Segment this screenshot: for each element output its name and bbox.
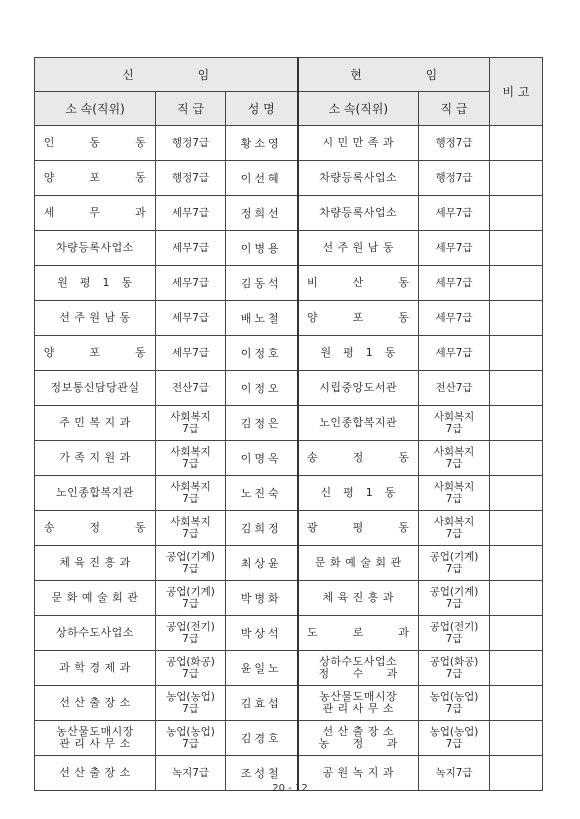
new-dept-cell (35, 616, 156, 651)
current-dept-cell-line: 시립중앙도서관 (319, 381, 398, 394)
new-grade-cell (156, 406, 226, 441)
current-dept-header: 소 속(직위) (298, 92, 419, 126)
new-grade-cell (156, 476, 226, 511)
current-grade-cell-line: 공업(화공) (429, 656, 479, 668)
new-dept-cell (35, 126, 156, 161)
new-dept-cell-line: 양 포 동 (43, 346, 147, 359)
current-grade-cell (419, 581, 490, 616)
remarks-cell (490, 266, 543, 301)
new-grade-cell-line: 7급 (182, 703, 199, 715)
current-dept-cell (298, 161, 419, 196)
current-dept-cell (298, 686, 419, 721)
personnel-table (34, 57, 543, 791)
new-grade-cell-line: 사회복지 (170, 481, 211, 493)
new-dept-cell-line: 관 리 사 무 소 (59, 737, 131, 750)
name-cell: 정희선 (226, 196, 298, 231)
current-grade-cell (419, 616, 490, 651)
current-grade-cell-line: 사회복지 (433, 411, 475, 423)
new-grade-cell-line: 녹지7급 (171, 767, 210, 779)
new-grade-cell (156, 441, 226, 476)
new-grade-cell-line: 공업(전기) (166, 621, 215, 633)
new-grade-cell-line: 사회복지 (170, 411, 211, 423)
current-dept-cell-line: 정 수 과 (318, 667, 398, 680)
current-dept-cell (298, 616, 419, 651)
name-cell: 이선혜 (226, 161, 298, 196)
name-cell: 이정호 (226, 336, 298, 371)
table-row (35, 336, 543, 371)
remarks-cell (490, 511, 543, 546)
current-grade-cell-line: 7급 (445, 668, 463, 680)
new-grade-cell (156, 266, 226, 301)
current-dept-cell (298, 441, 419, 476)
remarks-cell (490, 126, 543, 161)
new-dept-cell (35, 581, 156, 616)
current-grade-cell (419, 336, 490, 371)
table-row (35, 476, 543, 511)
name-cell: 이병용 (226, 231, 298, 266)
new-dept-cell-line: 노인종합복지관 (56, 486, 134, 499)
new-grade-header: 직 급 (156, 92, 226, 126)
new-grade-cell-line: 7급 (182, 598, 199, 610)
current-dept-cell-line: 차량등록사업소 (319, 171, 398, 184)
new-dept-cell-line: 원 평 1 동 (57, 276, 133, 289)
current-grade-cell-line: 농업(농업) (429, 691, 479, 703)
new-grade-cell-line: 세무7급 (171, 347, 210, 359)
name-cell: 노진숙 (226, 476, 298, 511)
new-grade-cell (156, 616, 226, 651)
name-cell: 박병화 (226, 581, 298, 616)
current-grade-cell (419, 476, 490, 511)
current-dept-cell-line: 송 정 동 (307, 451, 410, 464)
remarks-cell (490, 581, 543, 616)
new-grade-cell-line: 7급 (182, 493, 199, 505)
current-dept-cell-line: 상하수도사업소 (319, 655, 398, 668)
new-dept-cell (35, 441, 156, 476)
new-grade-cell-line: 7급 (182, 738, 199, 750)
new-grade-cell-line: 세무7급 (171, 277, 210, 289)
name-cell: 김경호 (226, 721, 298, 756)
new-dept-cell-line: 정보통신담당관실 (50, 381, 140, 394)
new-grade-cell-line: 공업(기계) (166, 586, 215, 598)
current-dept-cell (298, 301, 419, 336)
current-dept-cell (298, 371, 419, 406)
new-dept-cell-line: 농산물도매시장 (56, 725, 134, 738)
new-dept-cell-line: 가 족 지 원 과 (59, 451, 131, 464)
new-dept-cell (35, 686, 156, 721)
new-grade-cell (156, 301, 226, 336)
new-grade-cell-line: 세무7급 (171, 242, 210, 254)
current-grade-cell-line: 세무7급 (435, 207, 473, 219)
new-grade-cell (156, 371, 226, 406)
current-grade-cell (419, 196, 490, 231)
new-grade-cell-line: 7급 (182, 668, 199, 680)
current-dept-cell (298, 196, 419, 231)
new-grade-cell-line: 세무7급 (171, 207, 210, 219)
name-cell: 김효섭 (226, 686, 298, 721)
current-dept-cell-line: 농 정 과 (318, 737, 398, 750)
new-grade-cell-line: 농업(농업) (166, 726, 215, 738)
new-grade-cell-line: 7급 (182, 528, 199, 540)
current-grade-cell-line: 7급 (445, 633, 463, 645)
current-grade-header: 직 급 (419, 92, 490, 126)
new-dept-cell (35, 301, 156, 336)
new-grade-cell (156, 546, 226, 581)
current-grade-cell-line: 녹지7급 (435, 767, 473, 779)
page-number: 20 - 12 (272, 783, 308, 794)
current-dept-cell (298, 406, 419, 441)
new-dept-cell-line: 양 포 동 (43, 171, 147, 184)
current-dept-cell-line: 선 주 원 남 동 (322, 241, 395, 254)
current-dept-cell (298, 231, 419, 266)
table-row (35, 196, 543, 231)
new-grade-cell-line: 공업(화공) (166, 656, 215, 668)
current-grade-cell-line: 세무7급 (435, 347, 473, 359)
new-grade-cell-line: 7급 (182, 458, 199, 470)
name-cell: 배노철 (226, 301, 298, 336)
table-row (35, 581, 543, 616)
current-grade-cell-line: 7급 (445, 458, 463, 470)
new-dept-cell (35, 511, 156, 546)
new-dept-cell (35, 721, 156, 756)
new-grade-cell (156, 686, 226, 721)
current-assignment-header: 현 임 (298, 58, 490, 92)
table-row (35, 371, 543, 406)
current-grade-cell-line: 공업(기계) (429, 586, 479, 598)
personnel-rows (35, 126, 543, 791)
remarks-cell (490, 441, 543, 476)
new-grade-cell-line: 7급 (182, 633, 199, 645)
new-dept-cell-line: 선 주 원 남 동 (59, 311, 131, 324)
current-dept-cell-line: 노인종합복지관 (319, 416, 398, 429)
new-grade-cell-line: 세무7급 (171, 312, 210, 324)
new-dept-cell (35, 231, 156, 266)
new-dept-cell-line: 선 산 출 장 소 (59, 696, 131, 709)
new-grade-cell (156, 581, 226, 616)
new-dept-cell-line: 상하수도사업소 (56, 626, 134, 639)
table-row (35, 406, 543, 441)
remarks-cell (490, 686, 543, 721)
current-grade-cell (419, 406, 490, 441)
new-grade-cell-line: 전산7급 (171, 382, 210, 394)
new-grade-cell (156, 161, 226, 196)
new-dept-cell (35, 196, 156, 231)
remarks-cell (490, 301, 543, 336)
current-grade-cell-line: 7급 (445, 703, 463, 715)
new-assignment-header: 신 임 (35, 58, 298, 92)
remarks-cell (490, 616, 543, 651)
current-grade-cell-line: 7급 (445, 423, 463, 435)
name-cell: 황소영 (226, 126, 298, 161)
name-cell: 김희정 (226, 511, 298, 546)
current-dept-cell-line: 양 포 동 (307, 311, 410, 324)
table-row (35, 231, 543, 266)
table-row (35, 686, 543, 721)
current-dept-cell-line: 광 평 동 (307, 521, 410, 534)
current-grade-cell-line: 사회복지 (433, 516, 475, 528)
current-dept-cell-line: 원 평 1 동 (320, 346, 396, 359)
new-grade-cell (156, 126, 226, 161)
new-grade-cell-line: 사회복지 (170, 446, 211, 458)
remarks-cell (490, 406, 543, 441)
new-grade-cell-line: 공업(기계) (166, 551, 215, 563)
name-cell: 윤일노 (226, 651, 298, 686)
current-grade-cell-line: 7급 (445, 493, 463, 505)
current-grade-cell (419, 686, 490, 721)
table-row (35, 546, 543, 581)
table-row (35, 511, 543, 546)
new-dept-cell (35, 406, 156, 441)
current-dept-cell-line: 관 리 사 무 소 (322, 702, 395, 715)
current-dept-cell (298, 581, 419, 616)
current-dept-cell (298, 546, 419, 581)
current-grade-cell-line: 행정7급 (435, 172, 473, 184)
current-dept-cell-line: 공 원 녹 지 과 (322, 766, 395, 779)
current-grade-cell-line: 7급 (445, 738, 463, 750)
current-grade-cell-line: 세무7급 (435, 312, 473, 324)
new-grade-cell (156, 336, 226, 371)
new-grade-cell (156, 721, 226, 756)
new-grade-cell-line: 행정7급 (171, 172, 210, 184)
current-dept-cell-line: 선 산 출 장 소 (322, 725, 395, 738)
current-dept-cell-line: 비 산 동 (307, 276, 410, 289)
new-grade-cell (156, 651, 226, 686)
current-dept-cell-line: 시 민 만 족 과 (322, 136, 395, 149)
current-dept-cell-line: 농산물도매시장 (319, 690, 398, 703)
new-dept-cell-line: 송 정 동 (43, 521, 147, 534)
current-grade-cell (419, 511, 490, 546)
new-dept-cell-line: 인 동 동 (43, 136, 147, 149)
current-dept-cell (298, 651, 419, 686)
new-dept-cell (35, 266, 156, 301)
current-grade-cell (419, 266, 490, 301)
name-cell: 김동석 (226, 266, 298, 301)
table-row (35, 301, 543, 336)
new-dept-cell (35, 476, 156, 511)
table-row (35, 266, 543, 301)
current-dept-cell (298, 721, 419, 756)
new-dept-cell-line: 주 민 복 지 과 (59, 416, 131, 429)
current-dept-cell (298, 336, 419, 371)
remarks-header: 비 고 (490, 58, 543, 126)
remarks-cell (490, 546, 543, 581)
current-grade-cell (419, 651, 490, 686)
remarks-cell (490, 721, 543, 756)
new-grade-cell-line: 농업(농업) (166, 691, 215, 703)
new-dept-cell (35, 546, 156, 581)
new-dept-header: 소 속(직위) (35, 92, 156, 126)
current-dept-cell-line: 차량등록사업소 (319, 206, 398, 219)
table-row (35, 126, 543, 161)
current-grade-cell (419, 371, 490, 406)
current-grade-cell (419, 126, 490, 161)
current-grade-cell-line: 세무7급 (435, 277, 473, 289)
current-grade-cell-line: 행정7급 (435, 137, 473, 149)
new-grade-cell (156, 196, 226, 231)
remarks-cell (490, 231, 543, 266)
current-grade-cell (419, 301, 490, 336)
name-header: 성 명 (226, 92, 298, 126)
new-dept-cell-line: 선 산 출 장 소 (59, 766, 131, 779)
current-grade-cell-line: 7급 (445, 528, 463, 540)
current-grade-cell (419, 161, 490, 196)
current-dept-cell-line: 도 로 과 (307, 626, 410, 639)
new-dept-cell-line: 문 화 예 술 회 관 (51, 591, 139, 604)
name-cell: 이정오 (226, 371, 298, 406)
new-dept-cell (35, 371, 156, 406)
table-row (35, 441, 543, 476)
current-grade-cell (419, 721, 490, 756)
current-grade-cell-line: 공업(전기) (429, 621, 479, 633)
name-cell: 이명옥 (226, 441, 298, 476)
name-cell: 박상석 (226, 616, 298, 651)
remarks-cell (490, 476, 543, 511)
table-row (35, 161, 543, 196)
current-dept-cell (298, 126, 419, 161)
current-dept-cell-line: 체 육 진 흥 과 (322, 591, 395, 604)
current-grade-cell-line: 사회복지 (433, 481, 475, 493)
current-grade-cell-line: 공업(기계) (429, 551, 479, 563)
new-grade-cell (156, 511, 226, 546)
remarks-cell (490, 336, 543, 371)
current-dept-cell (298, 266, 419, 301)
current-grade-cell (419, 231, 490, 266)
new-dept-cell-line: 체 육 진 흥 과 (59, 556, 131, 569)
name-cell: 조성철 (226, 756, 298, 791)
new-dept-cell-line: 차량등록사업소 (56, 241, 134, 254)
new-grade-cell-line: 7급 (182, 563, 199, 575)
remarks-cell (490, 651, 543, 686)
current-grade-cell-line: 사회복지 (433, 446, 475, 458)
current-grade-cell-line: 7급 (445, 598, 463, 610)
current-dept-cell-line: 신 평 1 동 (320, 486, 396, 499)
name-cell: 최상윤 (226, 546, 298, 581)
current-grade-cell-line: 전산7급 (435, 382, 473, 394)
current-grade-cell-line: 세무7급 (435, 242, 473, 254)
new-dept-cell (35, 651, 156, 686)
current-grade-cell (419, 441, 490, 476)
new-grade-cell-line: 행정7급 (171, 137, 210, 149)
current-dept-cell (298, 511, 419, 546)
current-grade-cell-line: 농업(농업) (429, 726, 479, 738)
table-row (35, 721, 543, 756)
new-grade-cell-line: 7급 (182, 423, 199, 435)
current-dept-cell-line: 문 화 예 술 회 관 (314, 556, 402, 569)
new-grade-cell (156, 231, 226, 266)
remarks-cell (490, 196, 543, 231)
current-dept-cell (298, 476, 419, 511)
name-cell: 김정은 (226, 406, 298, 441)
remarks-cell (490, 161, 543, 196)
new-dept-cell-line: 과 학 경 제 과 (59, 661, 131, 674)
current-grade-cell-line: 7급 (445, 563, 463, 575)
table-row (35, 616, 543, 651)
new-dept-cell (35, 161, 156, 196)
new-dept-cell-line: 세 무 과 (43, 206, 147, 219)
current-grade-cell (419, 546, 490, 581)
new-grade-cell-line: 사회복지 (170, 516, 211, 528)
new-dept-cell (35, 336, 156, 371)
remarks-cell (490, 371, 543, 406)
table-row (35, 651, 543, 686)
